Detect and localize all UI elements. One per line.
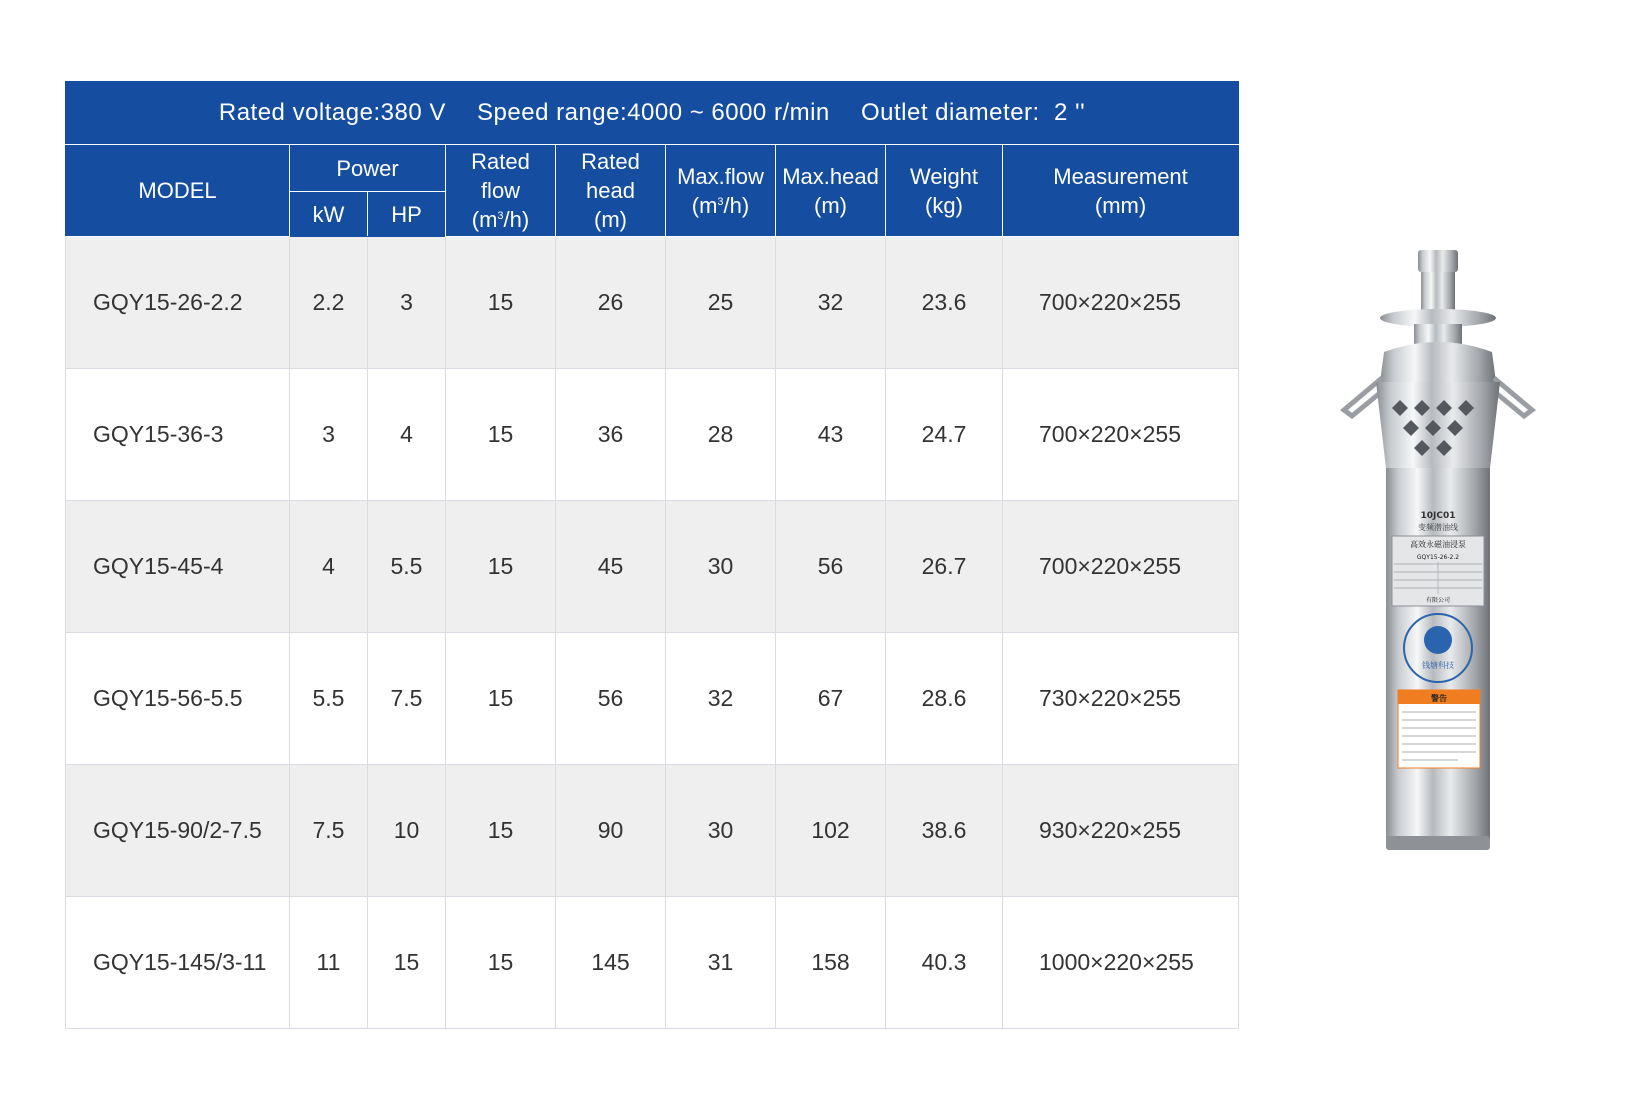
cell-max-head: 67 xyxy=(776,633,886,765)
header-rated-head-unit: (m) xyxy=(594,207,627,232)
cell-max-flow: 28 xyxy=(666,369,776,501)
cell-weight: 24.7 xyxy=(886,369,1003,501)
header-weight-line1: Weight xyxy=(909,163,979,189)
cell-head: 145 xyxy=(556,897,666,1029)
pump-base xyxy=(1386,836,1490,850)
cell-measurement: 700×220×255 xyxy=(1003,501,1239,633)
cell-max-flow: 30 xyxy=(666,765,776,897)
cell-model: GQY15-45-4 xyxy=(66,501,290,633)
cell-model: GQY15-26-2.2 xyxy=(66,237,290,369)
spec-banner xyxy=(66,82,1239,145)
cell-flow: 15 xyxy=(446,897,556,1029)
outlet-diameter: Outlet diameter: 2 '' xyxy=(860,99,1086,126)
pump-head xyxy=(1380,342,1496,382)
cell-head: 56 xyxy=(556,633,666,765)
cell-max-flow: 25 xyxy=(666,237,776,369)
nameplate-title: 高效永磁油浸泵 xyxy=(1410,540,1466,549)
cell-model: GQY15-56-5.5 xyxy=(66,633,290,765)
header-measurement-unit: (mm) xyxy=(1094,192,1147,218)
cell-max-flow: 30 xyxy=(666,501,776,633)
header-rated-flow-exp: 3 xyxy=(497,210,504,222)
header-max-head-line1: Max.head xyxy=(782,163,879,189)
cell-kw: 4 xyxy=(290,501,368,633)
header-model: MODEL xyxy=(66,145,290,237)
table-row xyxy=(66,501,1239,633)
table-row xyxy=(66,765,1239,897)
speed-range: Speed range:4000 ~ 6000 r/min xyxy=(477,99,830,126)
header-max-flow-unit-b: /h) xyxy=(723,192,750,218)
nameplate-company: 有限公司 xyxy=(1425,597,1451,604)
header-weight-unit: (kg) xyxy=(925,192,963,218)
hose-barb xyxy=(1418,250,1458,272)
warning-text: 警告 xyxy=(1431,694,1447,703)
cell-model: GQY15-36-3 xyxy=(66,369,290,501)
cell-measurement: 930×220×255 xyxy=(1003,765,1239,897)
header-max-head xyxy=(776,145,886,237)
header-rated-head-line1: Rated xyxy=(581,149,640,174)
table-row xyxy=(66,633,1239,765)
header-max-flow-line1: Max.flow xyxy=(677,163,764,189)
cell-hp: 3 xyxy=(368,237,446,369)
label-code: 10JC01 xyxy=(1420,511,1456,521)
cell-kw: 5.5 xyxy=(290,633,368,765)
header-hp: HP xyxy=(368,192,446,237)
cell-max-head: 158 xyxy=(776,897,886,1029)
cell-hp: 5.5 xyxy=(368,501,446,633)
cell-flow: 15 xyxy=(446,501,556,633)
cell-max-head: 43 xyxy=(776,369,886,501)
cell-max-head: 32 xyxy=(776,237,886,369)
pump-product-image xyxy=(1318,250,1558,860)
cell-weight: 38.6 xyxy=(886,765,1003,897)
spec-banner-cell xyxy=(66,82,1239,145)
label-title: 变频潜油线 xyxy=(1418,523,1458,532)
cell-kw: 3 xyxy=(290,369,368,501)
cell-max-head: 102 xyxy=(776,765,886,897)
cell-max-flow: 32 xyxy=(666,633,776,765)
header-weight xyxy=(886,145,1003,237)
header-measurement xyxy=(1003,145,1239,237)
header-max-head-unit: (m) xyxy=(814,192,847,218)
cell-hp: 4 xyxy=(368,369,446,501)
cell-weight: 40.3 xyxy=(886,897,1003,1029)
cell-measurement: 1000×220×255 xyxy=(1003,897,1239,1029)
cell-max-flow: 31 xyxy=(666,897,776,1029)
cell-max-head: 56 xyxy=(776,501,886,633)
cell-hp: 15 xyxy=(368,897,446,1029)
cell-head: 36 xyxy=(556,369,666,501)
table-row xyxy=(66,369,1239,501)
cell-flow: 15 xyxy=(446,633,556,765)
cell-flow: 15 xyxy=(446,765,556,897)
header-row xyxy=(66,145,1239,192)
cell-head: 90 xyxy=(556,765,666,897)
cell-head: 26 xyxy=(556,237,666,369)
cell-weight: 28.6 xyxy=(886,633,1003,765)
cell-flow: 15 xyxy=(446,237,556,369)
cell-weight: 23.6 xyxy=(886,237,1003,369)
cell-hp: 7.5 xyxy=(368,633,446,765)
cell-weight: 26.7 xyxy=(886,501,1003,633)
cell-kw: 2.2 xyxy=(290,237,368,369)
header-max-flow-unit-a: (m xyxy=(691,192,718,218)
header-measurement-line1: Measurement xyxy=(1053,163,1188,189)
cell-model: GQY15-90/2-7.5 xyxy=(66,765,290,897)
cell-measurement: 700×220×255 xyxy=(1003,369,1239,501)
nameplate-model: GQY15-26-2.2 xyxy=(1416,554,1460,561)
spec-table xyxy=(65,81,1239,1029)
brand-logo-mark xyxy=(1424,626,1452,654)
rated-voltage: Rated voltage:380 V xyxy=(218,99,446,126)
cell-measurement: 730×220×255 xyxy=(1003,633,1239,765)
header-rated-flow-line1: Rated xyxy=(471,149,530,174)
header-max-flow-exp: 3 xyxy=(717,195,724,208)
cell-head: 45 xyxy=(556,501,666,633)
cell-hp: 10 xyxy=(368,765,446,897)
header-rated-flow-line2: flow xyxy=(480,178,521,203)
header-rated-head xyxy=(556,145,666,237)
cell-model: GQY15-145/3-11 xyxy=(66,897,290,1029)
brand-logo-text: 钱塘科技 xyxy=(1422,661,1454,670)
cell-measurement: 700×220×255 xyxy=(1003,237,1239,369)
header-max-flow xyxy=(666,145,776,237)
header-power: Power xyxy=(290,145,446,192)
header-rated-flow-unit-b: /h) xyxy=(503,207,530,232)
cell-kw: 11 xyxy=(290,897,368,1029)
header-rated-flow xyxy=(446,145,556,237)
table-row xyxy=(66,237,1239,369)
header-rated-head-line2: head xyxy=(586,178,635,203)
hose-barb-ribs xyxy=(1421,272,1455,314)
header-rated-flow-unit-a: (m xyxy=(471,207,498,232)
header-kw: kW xyxy=(290,192,368,237)
table-row xyxy=(66,897,1239,1029)
cell-flow: 15 xyxy=(446,369,556,501)
cell-kw: 7.5 xyxy=(290,765,368,897)
